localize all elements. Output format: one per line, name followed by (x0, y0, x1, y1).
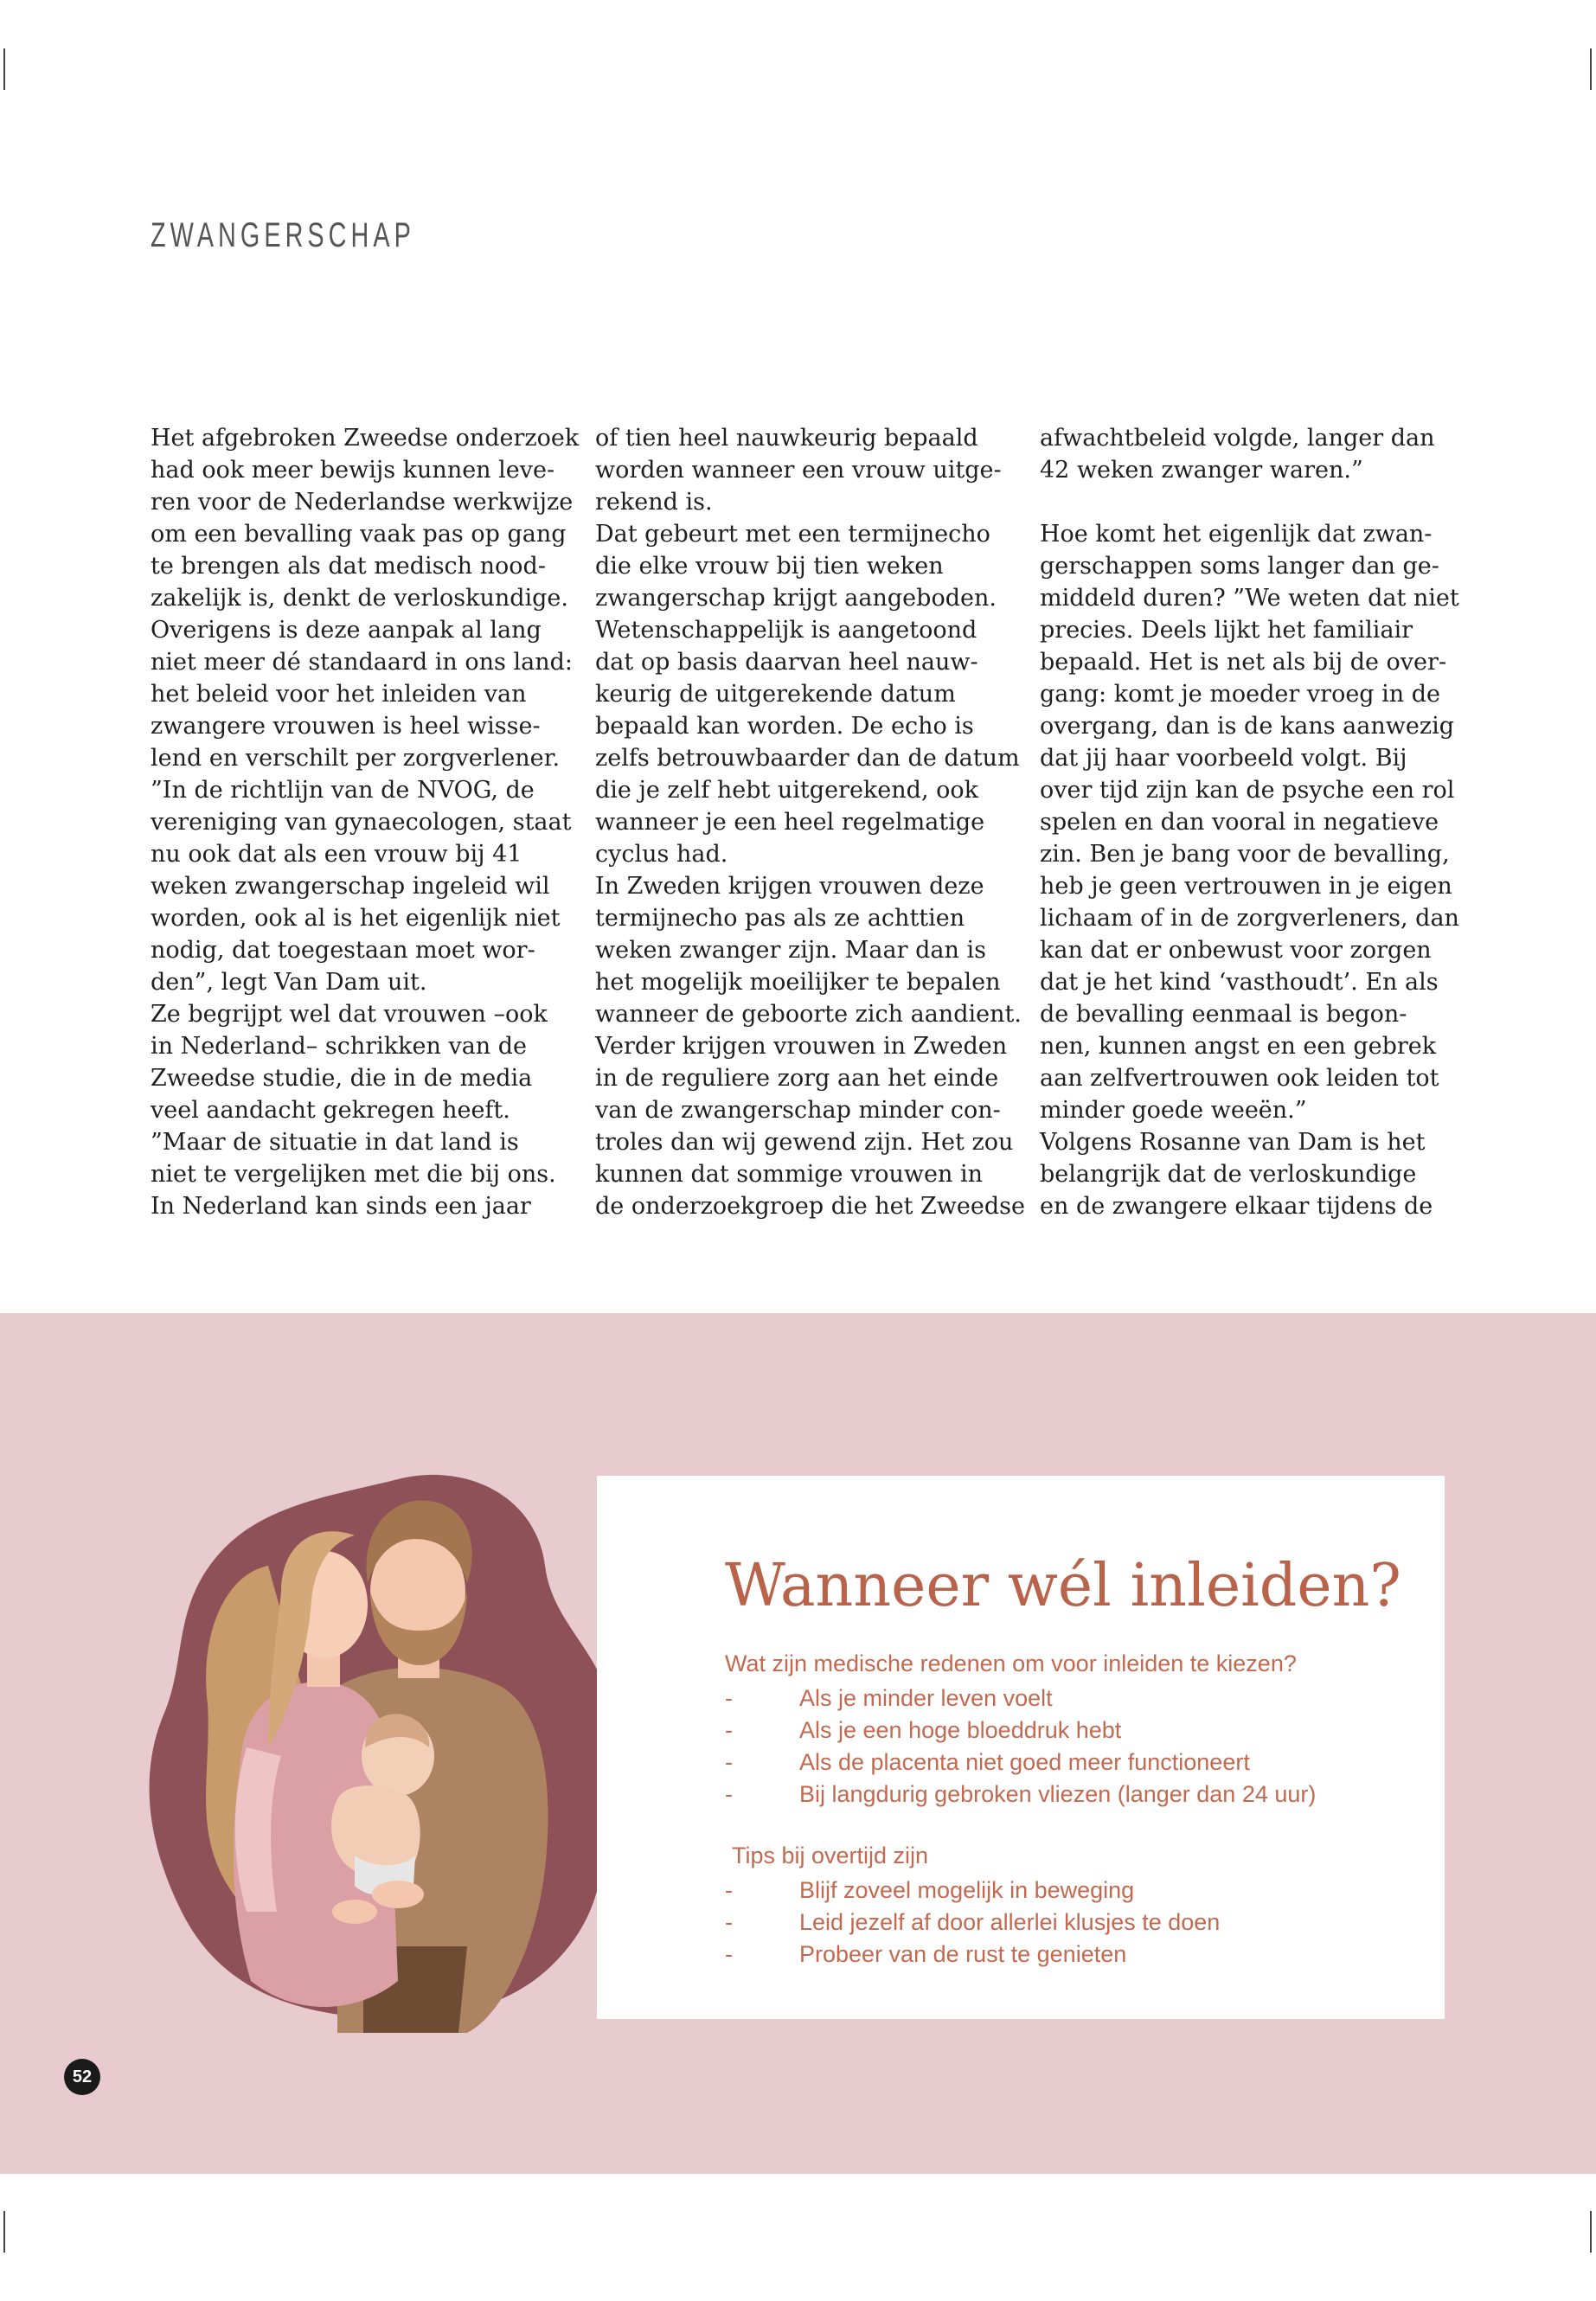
article-line: nen, kunnen angst en een gebrek (1040, 1033, 1437, 1060)
bullet-dash: - (725, 1685, 733, 1711)
article-line: zwangerschap krijgt aangeboden. (595, 585, 997, 612)
article-line: In Nederland kan sinds een jaar (151, 1193, 531, 1220)
article-line: keurig de uitgerekende datum (595, 681, 956, 708)
section-label: ZWANGERSCHAP (151, 216, 415, 254)
article-line: lichaam of in de zorgverleners, dan (1040, 905, 1459, 932)
article-line: in de reguliere zorg aan het einde (595, 1065, 999, 1092)
article-line: In Zweden krijgen vrouwen deze (595, 873, 984, 900)
crop-mark-top-right (1590, 48, 1592, 90)
article-line: ren voor de Nederlandse werkwijze (151, 489, 574, 516)
paragraph-gap (1040, 486, 1455, 518)
article-line: overgang, dan is de kans aanwezig (1040, 713, 1454, 740)
article-line: over tijd zijn kan de psyche een rol (1040, 777, 1455, 804)
article-line: weken zwanger zijn. Maar dan is (595, 937, 986, 964)
article-line: weken zwangerschap ingeleid wil (151, 873, 550, 900)
reason-item-text: Als de placenta niet goed meer functioneert (799, 1749, 1250, 1775)
article-line: Hoe komt het eigenlijk dat zwan- (1040, 521, 1433, 548)
article-line: Het afgebroken Zweedse onderzoek (151, 425, 580, 452)
info-box (597, 1476, 1445, 2019)
article-line: en de zwangere elkaar tijdens de (1040, 1193, 1433, 1220)
article-line: de onderzoekgroep die het Zweedse (595, 1193, 1025, 1220)
article-line: of tien heel nauwkeurig bepaald (595, 425, 978, 452)
article-line: kunnen dat sommige vrouwen in (595, 1161, 983, 1188)
article-line: het beleid voor het inleiden van (151, 681, 527, 708)
article-line: nu ook dat als een vrouw bij 41 (151, 841, 522, 868)
article-line: de bevalling eenmaal is begon- (1040, 1001, 1407, 1028)
article-line: Dat gebeurt met een termijnecho (595, 521, 990, 548)
reason-item-text: Als je een hoge bloeddruk hebt (799, 1717, 1122, 1743)
bullet-dash: - (725, 1717, 733, 1743)
article-line: troles dan wij gewend zijn. Het zou (595, 1129, 1014, 1156)
article-line: den”, legt Van Dam uit. (151, 969, 427, 996)
bullet-dash: - (725, 1749, 733, 1775)
article-line: in Nederland– schrikken van de (151, 1033, 528, 1060)
bullet-dash: - (725, 1781, 733, 1807)
bullet-dash: - (725, 1909, 733, 1935)
tip-item-text: Blijf zoveel mogelijk in beweging (799, 1877, 1135, 1903)
article-line: afwachtbeleid volgde, langer dan (1040, 425, 1435, 452)
article-line: rekend is. (595, 489, 713, 516)
article-line: Zweedse studie, die in de media (151, 1065, 533, 1092)
article-line: bepaald kan worden. De echo is (595, 713, 974, 740)
article-column-1 (151, 422, 580, 1222)
article-line: vereniging van gynaecologen, staat (151, 809, 572, 836)
reason-item-text: Als je minder leven voelt (799, 1685, 1053, 1711)
article-line: minder goede weeën.” (1040, 1097, 1307, 1124)
article-line: Verder krijgen vrouwen in Zweden (595, 1033, 1008, 1060)
article-line: van de zwangerschap minder con- (595, 1097, 1001, 1124)
info-box-title: Wanneer wél inleiden? (725, 1552, 1401, 1620)
article-line: zin. Ben je bang voor de bevalling, (1040, 841, 1450, 868)
tip-item-text: Probeer van de rust te genieten (799, 1941, 1127, 1967)
article-column-3 (1040, 422, 1459, 1222)
article-line: spelen en dan vooral in negatieve (1040, 809, 1439, 836)
article-line: zakelijk is, denkt de verloskundige. (151, 585, 568, 612)
article-line: zwangere vrouwen is heel wisse- (151, 713, 541, 740)
bullet-dash: - (725, 1941, 733, 1967)
article-line: lend en verschilt per zorgverlener. (151, 745, 561, 772)
article-line: gang: komt je moeder vroeg in de (1040, 681, 1441, 708)
article-line: om een bevalling vaak pas op gang (151, 521, 567, 548)
article-line: precies. Deels lijkt het familiair (1040, 617, 1413, 644)
article-line: niet meer dé standaard in ons land: (151, 649, 573, 676)
article-line: middeld duren? ”We weten dat niet (1040, 585, 1459, 612)
article-line: te brengen als dat medisch nood- (151, 553, 546, 580)
article-line: worden wanneer een vrouw uitge- (595, 457, 1002, 484)
article-line: ”In de richtlijn van de NVOG, de (151, 777, 535, 804)
article-line: worden, ook al is het eigenlijk niet (151, 905, 561, 932)
tip-item-text: Leid jezelf af door allerlei klusjes te doen (799, 1909, 1221, 1935)
article-line: aan zelfvertrouwen ook leiden tot (1040, 1065, 1439, 1092)
crop-mark-bottom-right (1590, 2211, 1592, 2253)
page-number: 52 (64, 2059, 100, 2095)
article-line: Volgens Rosanne van Dam is het (1040, 1129, 1426, 1156)
article-line: zelfs betrouwbaarder dan de datum (595, 745, 1020, 772)
article-line: ”Maar de situatie in dat land is (151, 1129, 519, 1156)
tips-heading: Tips bij overtijd zijn (732, 1843, 929, 1868)
crop-mark-top-left (3, 48, 5, 90)
article-line: wanneer je een heel regelmatige (595, 809, 985, 836)
article-line: niet te vergelijken met die bij ons. (151, 1161, 556, 1188)
article-line: veel aandacht gekregen heeft. (151, 1097, 510, 1124)
article-line: bepaald. Het is net als bij de over- (1040, 649, 1447, 676)
article-line: had ook meer bewijs kunnen leve- (151, 457, 555, 484)
article-line: dat je het kind ‘vasthoudt’. En als (1040, 969, 1439, 996)
article-line: het mogelijk moeilijker te bepalen (595, 969, 1001, 996)
article-line: dat jij haar voorbeeld volgt. Bij (1040, 745, 1407, 772)
article-line: die je zelf hebt uitgerekend, ook (595, 777, 978, 804)
article-line: kan dat er onbewust voor zorgen (1040, 937, 1432, 964)
article-line: heb je geen vertrouwen in je eigen (1040, 873, 1452, 900)
article-line: wanneer de geboorte zich aandient. (595, 1001, 1022, 1028)
article-line: 42 weken zwanger waren.” (1040, 457, 1363, 484)
crop-mark-bottom-left (3, 2211, 5, 2253)
article-line: cyclus had. (595, 841, 728, 868)
family-illustration (138, 1462, 623, 2033)
reason-item-text: Bij langdurig gebroken vliezen (langer dan 24 uur) (799, 1781, 1317, 1807)
article-line: Wetenschappelijk is aangetoond (595, 617, 977, 644)
article-line: nodig, dat toegestaan moet wor- (151, 937, 535, 964)
info-box-question: Wat zijn medische redenen om voor inleiden te kiezen? (725, 1650, 1297, 1676)
article-line: belangrijk dat de verloskundige (1040, 1161, 1417, 1188)
article-line: dat op basis daarvan heel nauw- (595, 649, 978, 676)
article-column-2 (595, 422, 1025, 1222)
article-line: die elke vrouw bij tien weken (595, 553, 944, 580)
article-line: termijnecho pas als ze achttien (595, 905, 965, 932)
article-line: Overigens is deze aanpak al lang (151, 617, 542, 644)
article-line: gerschappen soms langer dan ge- (1040, 553, 1439, 580)
article-line: Ze begrijpt wel dat vrouwen –ook (151, 1001, 548, 1028)
bullet-dash: - (725, 1877, 733, 1903)
